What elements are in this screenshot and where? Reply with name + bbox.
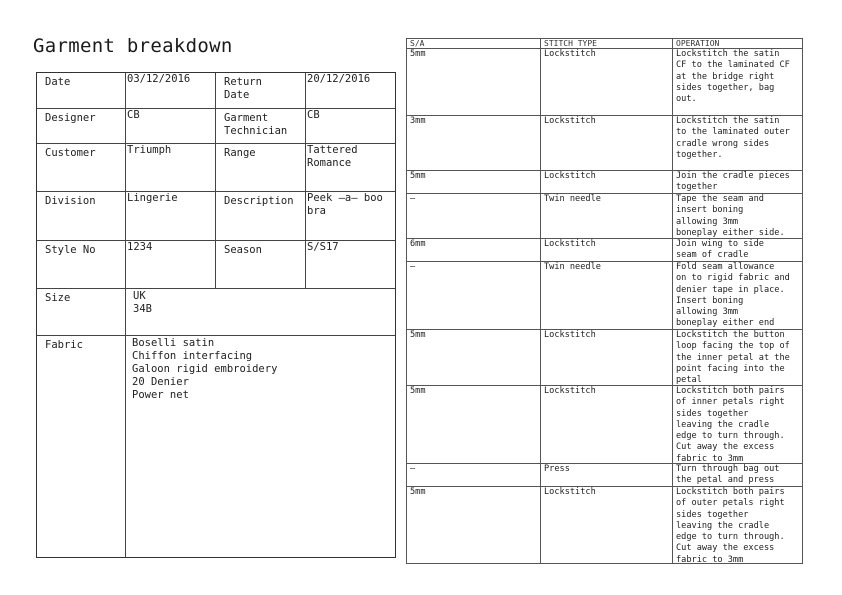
row-sa: 5mm bbox=[406, 171, 540, 194]
row-stitch: Lockstitch bbox=[540, 487, 672, 564]
size-value: UK 34B bbox=[126, 289, 395, 336]
style-value: 1234 bbox=[126, 241, 216, 289]
technician-value: CB bbox=[306, 109, 395, 144]
operations-table bbox=[406, 38, 803, 564]
row-stitch: Press bbox=[540, 464, 672, 487]
row-sa: 6mm bbox=[406, 239, 540, 262]
season-label: Season bbox=[216, 241, 306, 289]
row-sa: – bbox=[406, 194, 540, 239]
row-operation: Join the cradle pieces together bbox=[672, 171, 803, 194]
return-date-label: Return Date bbox=[216, 73, 306, 109]
row-operation: Fold seam allowance on to rigid fabric and denier tape in place. Insert boning allowing 3mm boneplay either end bbox=[672, 262, 803, 330]
row-stitch: Lockstitch bbox=[540, 386, 672, 464]
table-row bbox=[406, 116, 803, 171]
season-value: S/S17 bbox=[306, 241, 395, 289]
fabric-label: Fabric bbox=[37, 336, 126, 557]
table-row bbox=[406, 386, 803, 464]
return-date-value: 20/12/2016 bbox=[306, 73, 395, 109]
table-row bbox=[406, 49, 803, 116]
customer-label: Customer bbox=[37, 144, 126, 192]
page-title: Garment breakdown bbox=[33, 35, 233, 57]
style-label: Style No bbox=[37, 241, 126, 289]
row-stitch: Lockstitch bbox=[540, 116, 672, 171]
row-operation: Lockstitch the satin to the laminated outer cradle wrong sides together. bbox=[672, 116, 803, 171]
header-sa: S/A bbox=[406, 38, 540, 49]
table-row bbox=[406, 487, 803, 564]
row-operation: Turn through bag out the petal and press bbox=[672, 464, 803, 487]
row-operation: Lockstitch the button loop facing the top of the inner petal at the point facing into the petal bbox=[672, 330, 803, 386]
row-sa: – bbox=[406, 262, 540, 330]
row-operation: Lockstitch both pairs of inner petals right sides together leaving the cradle edge to turn through. Cut away the excess fabric to 3mm bbox=[672, 386, 803, 464]
row-operation: Tape the seam and insert boning allowing 3mm boneplay either side. bbox=[672, 194, 803, 239]
row-operation: Lockstitch the satin CF to the laminated CF at the bridge right sides together, bag out. bbox=[672, 49, 803, 116]
division-label: Division bbox=[37, 192, 126, 241]
table-row bbox=[406, 171, 803, 194]
designer-label: Designer bbox=[37, 109, 126, 144]
range-value: Tattered Romance bbox=[306, 144, 395, 192]
technician-label: Garment Technician bbox=[216, 109, 306, 144]
date-value: 03/12/2016 bbox=[126, 73, 216, 109]
header-operation: OPERATION bbox=[672, 38, 803, 49]
row-stitch: Lockstitch bbox=[540, 49, 672, 116]
row-sa: 5mm bbox=[406, 386, 540, 464]
row-sa: 3mm bbox=[406, 116, 540, 171]
header-stitch-type: STITCH TYPE bbox=[540, 38, 672, 49]
description-value: Peek –a– boo bra bbox=[306, 192, 395, 241]
row-sa: 5mm bbox=[406, 487, 540, 564]
row-sa: 5mm bbox=[406, 49, 540, 116]
row-stitch: Twin needle bbox=[540, 194, 672, 239]
division-value: Lingerie bbox=[126, 192, 216, 241]
row-sa: 5mm bbox=[406, 330, 540, 386]
designer-value: CB bbox=[126, 109, 216, 144]
table-row bbox=[406, 239, 803, 262]
row-stitch: Lockstitch bbox=[540, 171, 672, 194]
table-row bbox=[406, 330, 803, 386]
row-sa: – bbox=[406, 464, 540, 487]
description-label: Description bbox=[216, 192, 306, 241]
date-label: Date bbox=[37, 73, 126, 109]
fabric-value: Boselli satin Chiffon interfacing Galoon rigid embroidery 20 Denier Power net bbox=[132, 337, 278, 401]
row-stitch: Lockstitch bbox=[540, 330, 672, 386]
operations-header-row bbox=[406, 38, 803, 49]
range-label: Range bbox=[216, 144, 306, 192]
table-row bbox=[406, 262, 803, 330]
customer-value: Triumph bbox=[126, 144, 216, 192]
row-operation: Lockstitch both pairs of outer petals right sides together leaving the cradle edge to turn through. Cut away the excess fabric to 3mm bbox=[672, 487, 803, 564]
table-row bbox=[406, 464, 803, 487]
size-label: Size bbox=[37, 289, 126, 336]
row-stitch: Lockstitch bbox=[540, 239, 672, 262]
table-row bbox=[406, 194, 803, 239]
row-operation: Join wing to side seam of cradle bbox=[672, 239, 803, 262]
details-table bbox=[36, 72, 396, 558]
row-stitch: Twin needle bbox=[540, 262, 672, 330]
